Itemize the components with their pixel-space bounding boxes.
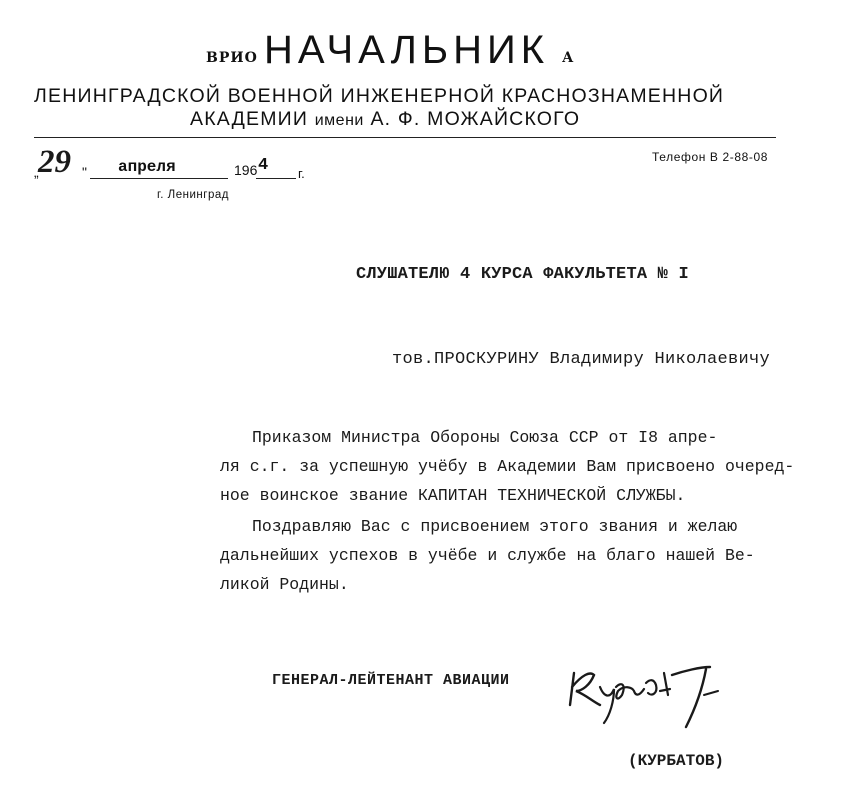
institution-line1: ЛЕНИНГРАДСКОЙ ВОЕННОЙ ИНЖЕНЕРНОЙ КРАСНОЗНАМЕННОЙ	[34, 85, 725, 107]
body-line: Приказом Министра Обороны Союза ССР от I8 апре-	[252, 428, 718, 447]
body-line: Поздравляю Вас с присвоением этого звания и желаю	[252, 517, 738, 536]
institution-line2-a: АКАДЕМИИ	[190, 108, 309, 130]
date-year-digit: 4	[258, 156, 269, 175]
institution-line2-c: А. Ф. МОЖАЙСКОГО	[370, 108, 581, 130]
date-year-prefix: 196	[234, 162, 258, 178]
header-divider	[34, 137, 776, 138]
date-city: г. Ленинград	[157, 189, 229, 201]
signatory-title: ГЕНЕРАЛ-ЛЕЙТЕНАНТ АВИАЦИИ	[272, 672, 510, 689]
body-line: ликой Родины.	[220, 575, 349, 594]
date-year-suffix: г.	[298, 166, 305, 181]
signature-scribble	[560, 635, 730, 745]
body-line: ное воинское звание КАПИТАН ТЕХНИЧЕСКОЙ СЛУЖБЫ.	[220, 486, 686, 505]
signatory-name: (КУРБАТОВ)	[628, 752, 725, 770]
date-year-underline	[256, 178, 296, 179]
body-paragraph-1	[220, 423, 794, 510]
date-month-underline	[90, 178, 228, 179]
body-paragraph-2	[220, 512, 755, 599]
date-quote-close: "	[82, 164, 87, 180]
letterhead-title: НАЧАЛЬНИК	[264, 28, 550, 72]
handwritten-signature	[560, 635, 730, 750]
body-line: дальнейших успехов в учёбе и службе на благо нашей Ве-	[220, 546, 755, 565]
addressee-line2: тов.ПРОСКУРИНУ Владимиру Николаевичу	[392, 350, 771, 369]
letterhead-phone: Телефон В 2-88-08	[652, 150, 769, 164]
addressee-line1: СЛУШАТЕЛЮ 4 КУРСА ФАКУЛЬТЕТА № I	[356, 265, 689, 284]
institution-line2-b: имени	[314, 112, 364, 129]
date-month: апреля	[118, 158, 176, 176]
date-quote-open: „	[34, 164, 39, 180]
letterhead-suffix: А	[562, 50, 574, 66]
letterhead-prefix: ВРИО	[206, 50, 258, 66]
institution-line2	[190, 108, 580, 131]
body-line: ля с.г. за успешную учёбу в Академии Вам присвоено очеред-	[220, 457, 795, 476]
date-day: 29	[38, 144, 71, 180]
